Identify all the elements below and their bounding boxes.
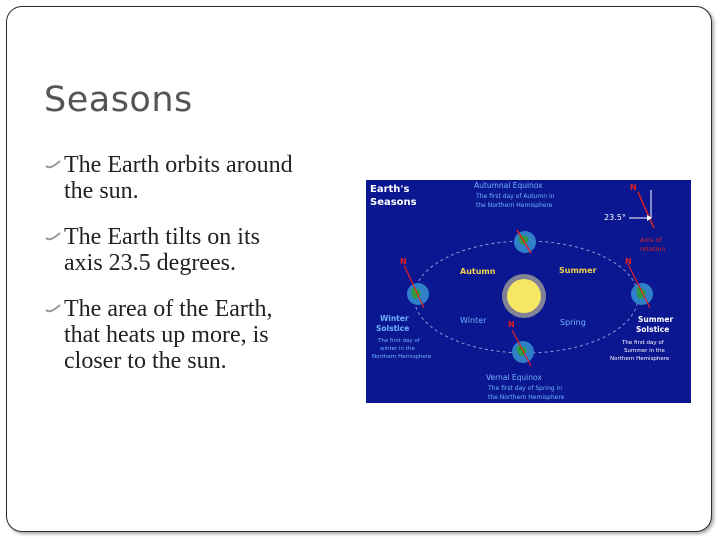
summer-solstice-desc: The first day of [622,340,664,346]
seasons-diagram-svg [366,180,691,403]
earth-bottom [512,330,534,366]
bullet-text-line: closer to the sun. [64,348,227,374]
season-label-autumn: Autumn [460,267,496,276]
autumnal-equinox-desc: the Northern Hemisphere [476,202,553,209]
bullet-text-line: The Earth orbits around [64,152,293,178]
axis-of-rotation-label: Axis of [640,236,662,244]
bullet-swoosh-icon [44,300,62,318]
bullet-text-line: that heats up more, is [64,322,269,348]
diagram-heading: Seasons [370,197,417,208]
sun [507,279,541,313]
tilt-axis-line [638,192,654,228]
bullet-text-line: The Earth tilts on its [64,224,260,250]
season-label-summer: Summer [559,266,597,275]
earth-right [628,264,653,308]
autumnal-equinox-desc: The first day of Autumn in [476,193,555,200]
winter-solstice-title: Solstice [376,324,410,333]
seasons-diagram [366,180,691,403]
summer-solstice-title: Solstice [636,325,670,334]
north-marker: N [400,257,407,266]
north-marker: N [508,320,515,329]
earth-left [404,265,429,308]
bullet-item [44,152,349,204]
tilt-angle-label: 23.5° [604,213,626,222]
vernal-equinox-desc: the Northern Hemisphere [488,394,565,401]
winter-solstice-desc: The first day of [378,338,420,344]
bullet-list [44,152,349,394]
axis-of-rotation-label: rotation [640,245,666,253]
slide-title: Seasons [44,80,193,120]
bullet-item [44,224,349,276]
season-label-spring: Spring [560,318,586,327]
bullet-item [44,296,349,374]
winter-solstice-desc: winter in the [380,346,415,352]
earth-top [514,230,536,253]
winter-solstice-title: Winter [380,314,409,323]
vernal-equinox-desc: The first day of Spring in [488,385,563,392]
vernal-equinox-title: Vernal Equinox [486,373,542,382]
summer-solstice-desc: Northern Hemisphere [610,356,670,362]
bullet-swoosh-icon [44,228,62,246]
autumnal-equinox-title: Autumnal Equinox [474,181,543,190]
bullet-text-line: the sun. [64,178,139,204]
winter-solstice-desc: Northern Hemisphere [372,354,432,360]
season-label-winter: Winter [460,316,487,325]
diagram-heading: Earth's [370,184,410,195]
north-marker: N [625,257,632,266]
bullet-swoosh-icon [44,156,62,174]
summer-solstice-desc: Summer in the [624,348,665,354]
north-marker: N [630,183,637,192]
bullet-text-line: axis 23.5 degrees. [64,250,236,276]
bullet-text-line: The area of the Earth, [64,296,273,322]
summer-solstice-title: Summer [638,315,674,324]
